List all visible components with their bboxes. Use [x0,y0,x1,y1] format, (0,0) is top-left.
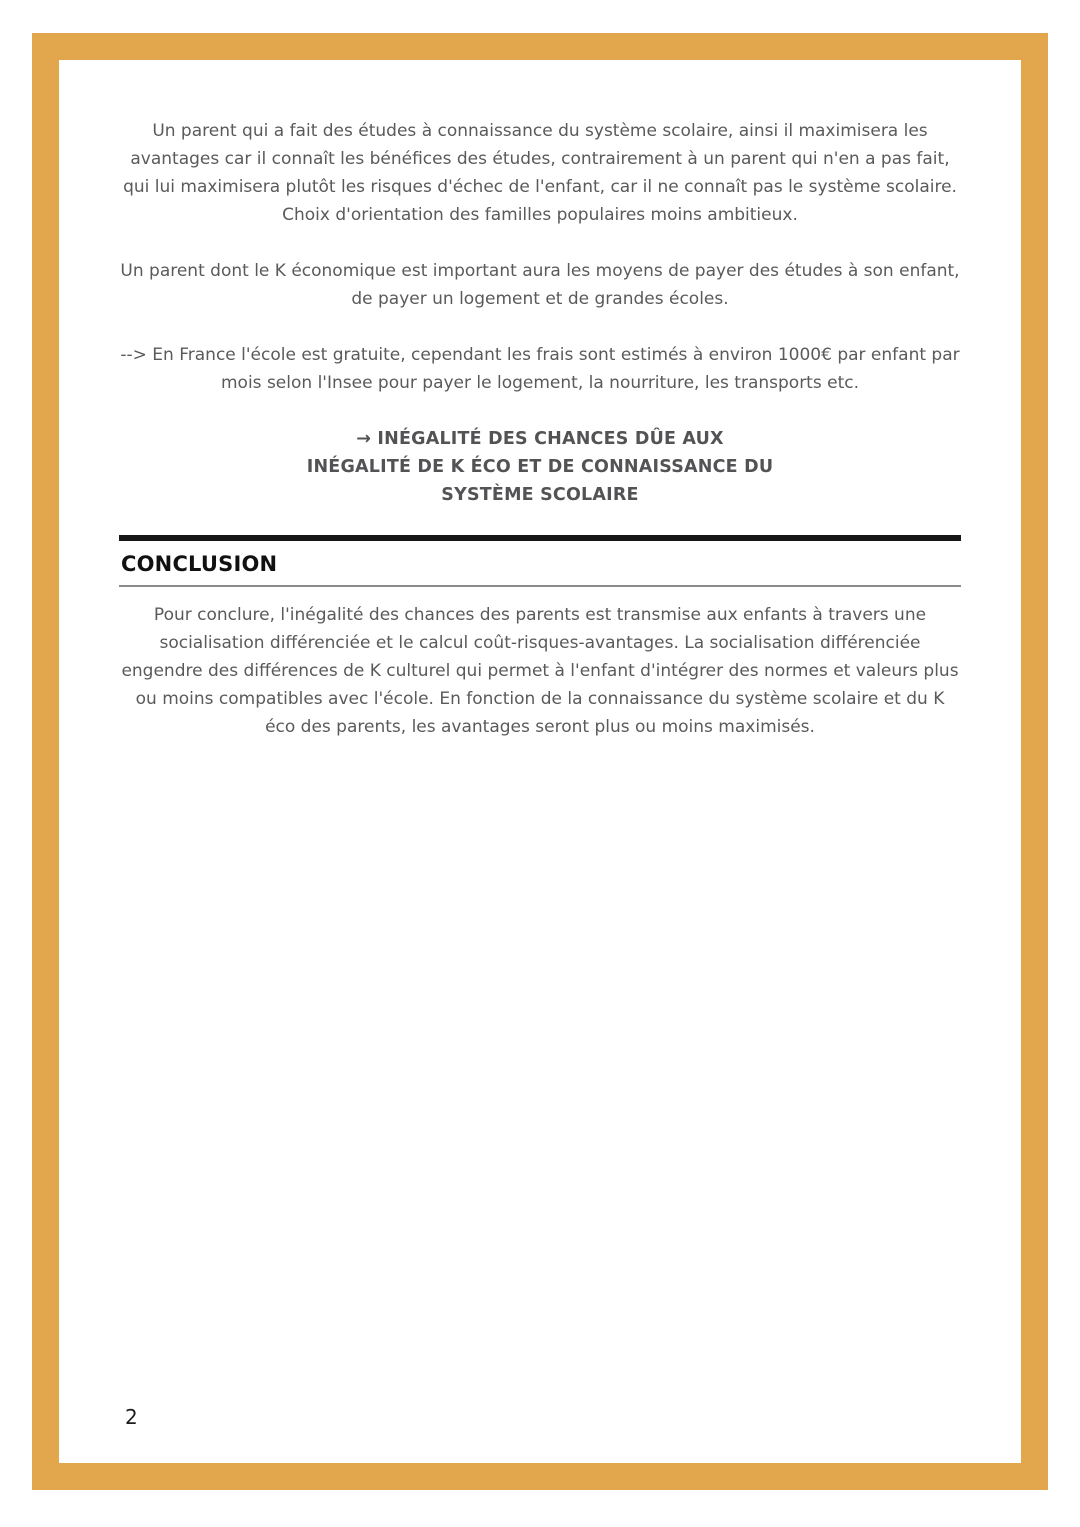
paragraph-parent-k-economique: Un parent dont le K économique est important aura les moyens de payer des études à son enfant, de payer un logement et de grandes écoles. [120,261,960,309]
inegalite-heading-line-3: SYSTÈME SCOLAIRE [441,485,639,505]
paragraph-conclusion: Pour conclure, l'inégalité des chances des parents est transmise aux enfants à travers une socialisation différenciée et le calcul coût-risques-avantages. La socialisation différenciée engendre des différences de K culturel qui permet à l'enfant d'intégrer des normes et valeurs plus ou moins compatibles avec l'école. En fonction de la connaissance du système scolaire et du K éco des parents, les avantages seront plus ou moins maximisés. [121,605,959,737]
inegalite-heading-line-2: INÉGALITÉ DE K ÉCO ET DE CONNAISSANCE DU [306,457,774,477]
page-number: 2 [125,1405,138,1429]
divider-thin [119,585,961,587]
paragraph-france-ecole-gratuite: --> En France l'école est gratuite, cependant les frais sont estimés à environ 1000€ par enfant par mois selon l'Insee pour payer le logement, la nourriture, les transports etc. [120,345,960,393]
paragraph-parent-etudes: Un parent qui a fait des études à connaissance du système scolaire, ainsi il maximisera les avantages car il connaît les bénéfices des études, contrairement à un parent qui n'en a pas fait, qui lui maximisera plutôt les risques d'échec de l'enfant, car il ne connaît pas le système scolaire. Choix d'orientation des familles populaires moins ambitieux. [123,121,957,225]
inegalite-heading-line-1: → INÉGALITÉ DES CHANCES DÛE AUX [356,429,724,449]
page-border-frame [32,33,1048,1490]
divider-thick [119,535,961,541]
inegalite-des-chances-heading [119,425,961,509]
page-content [59,60,1021,1463]
conclusion-heading: CONCLUSION [121,552,278,576]
